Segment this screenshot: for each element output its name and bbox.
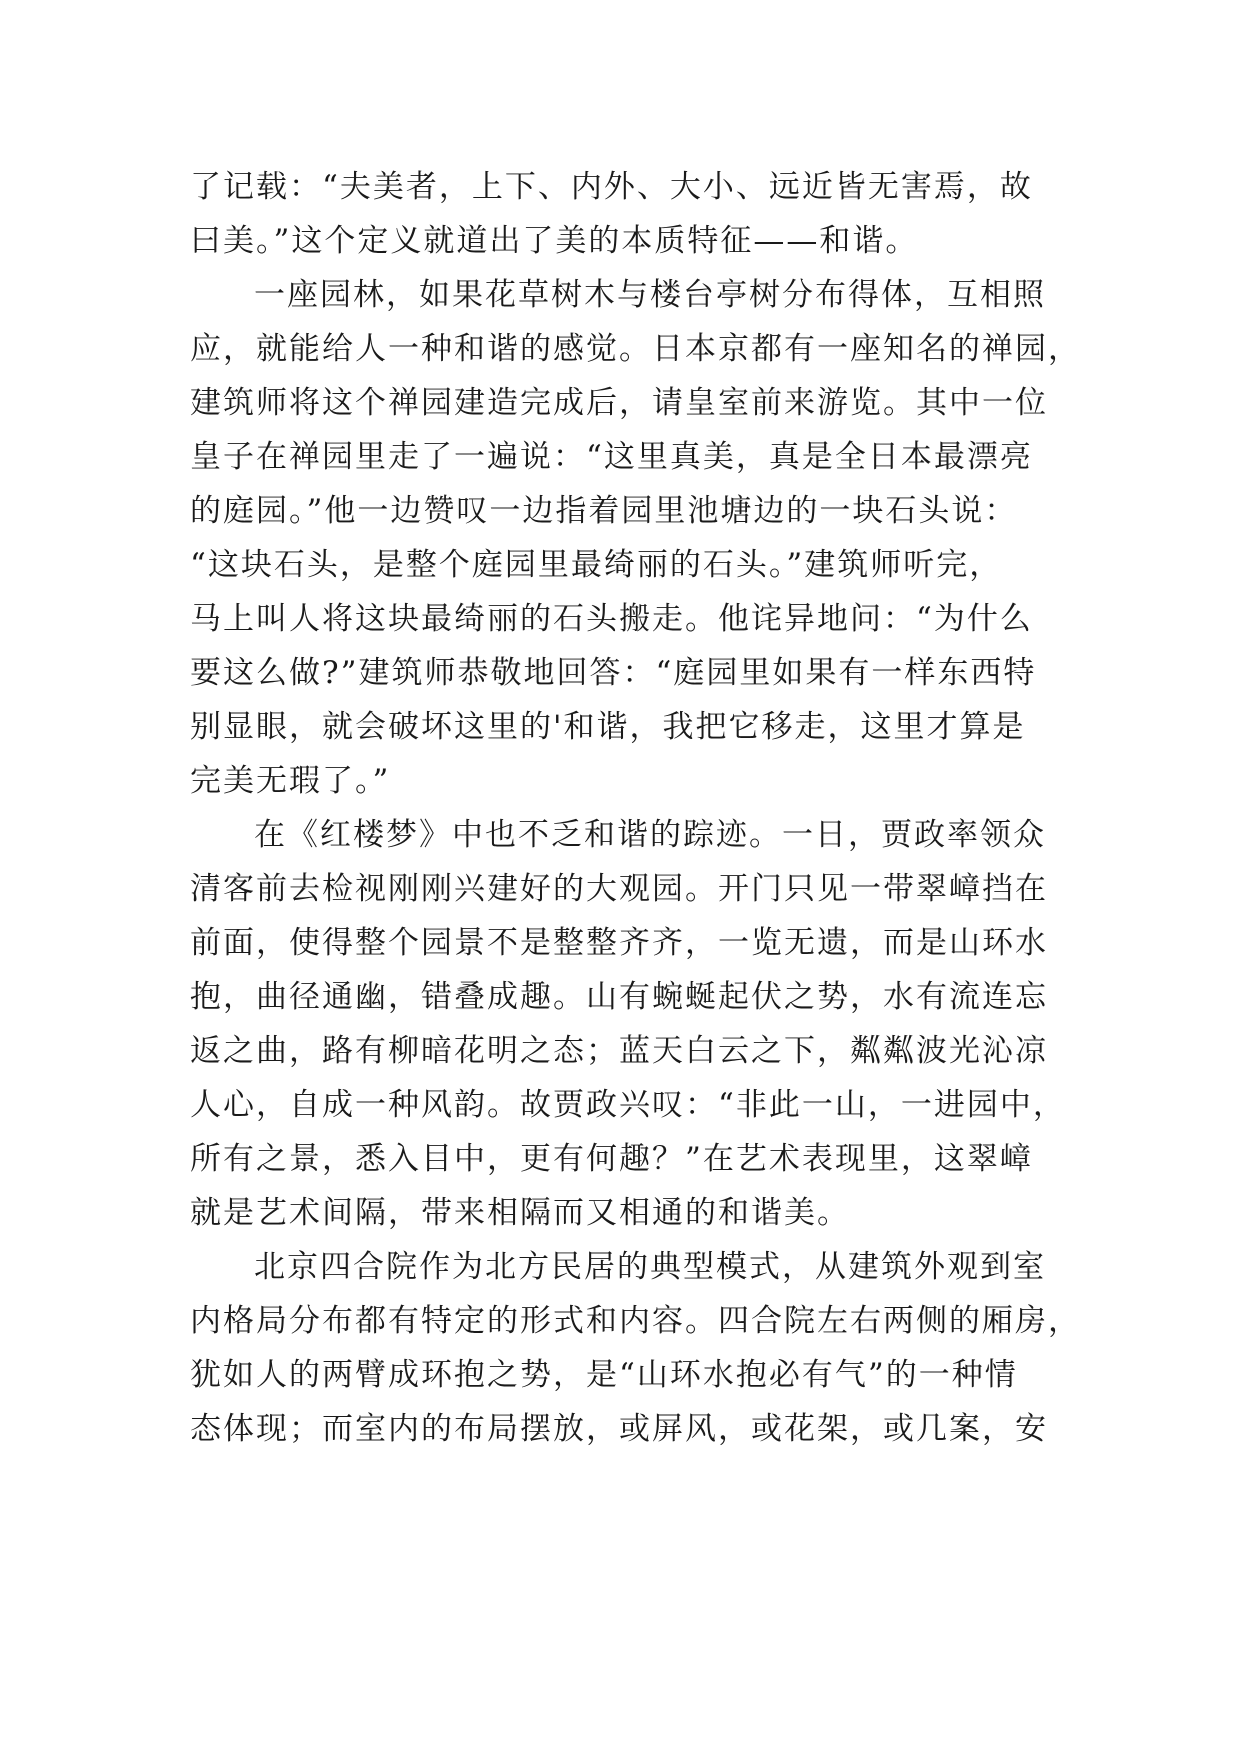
paragraph-1 bbox=[190, 160, 1070, 268]
text-line: 建筑师将这个禅园建造完成后，请皇室前来游览。其中一位 bbox=[190, 385, 1048, 421]
text-line: 一座园林，如果花草树木与楼台亭树分布得体，互相照 bbox=[254, 277, 1046, 313]
document-body bbox=[190, 160, 1081, 1456]
text-line: 犹如人的两臂成环抱之势，是“山环水抱必有气”的一种情 bbox=[190, 1357, 1018, 1393]
text-line: 态体现；而室内的布局摆放，或屏风，或花架，或几案，安 bbox=[190, 1411, 1048, 1447]
text-line: 马上叫人将这块最绮丽的石头搬走。他诧异地问：“为什么 bbox=[190, 601, 1033, 637]
text-line: 抱，曲径通幽，错叠成趣。山有蜿蜒起伏之势，水有流连忘 bbox=[190, 979, 1048, 1015]
text-line: 内格局分布都有特定的形式和内容。四合院左右两侧的厢房， bbox=[190, 1303, 1081, 1339]
text-line: 北京四合院作为北方民居的典型模式，从建筑外观到室 bbox=[254, 1249, 1046, 1285]
paragraph-3 bbox=[190, 808, 1070, 1240]
text-line: “这块石头，是整个庭园里最绮丽的石头。”建筑师听完， bbox=[190, 547, 1003, 583]
paragraph-2 bbox=[190, 268, 1081, 808]
paragraph-4 bbox=[190, 1240, 1081, 1456]
text-line: 前面，使得整个园景不是整整齐齐，一览无遗，而是山环水 bbox=[190, 925, 1048, 961]
text-line: 人心，自成一种风韵。故贾政兴叹：“非此一山，一进园中， bbox=[190, 1087, 1066, 1123]
text-line: 就是艺术间隔，带来相隔而又相通的和谐美。 bbox=[190, 1195, 850, 1231]
text-line: 别显眼，就会破坏这里的'和谐，我把它移走，这里才算是 bbox=[190, 709, 1026, 745]
text-line: 皇子在禅园里走了一遍说：“这里真美，真是全日本最漂亮 bbox=[190, 439, 1033, 475]
text-line: 所有之景，悉入目中，更有何趣？”在艺术表现里，这翠嶂 bbox=[190, 1141, 1033, 1177]
text-line: 返之曲，路有柳暗花明之态；蓝天白云之下，粼粼波光沁凉 bbox=[190, 1033, 1048, 1069]
text-line: 清客前去检视刚刚兴建好的大观园。开门只见一带翠嶂挡在 bbox=[190, 871, 1048, 907]
text-line: 要这么做?”建筑师恭敬地回答：“庭园里如果有一样东西特 bbox=[190, 655, 1037, 691]
text-line: 在《红楼梦》中也不乏和谐的踪迹。一日，贾政率领众 bbox=[254, 817, 1046, 853]
text-line: 曰美。”这个定义就道出了美的本质特征——和谐。 bbox=[190, 223, 919, 259]
text-line: 完美无瑕了。” bbox=[190, 763, 391, 799]
text-line: 的庭园。”他一边赞叹一边指着园里池塘边的一块石头说： bbox=[190, 493, 1018, 529]
text-line: 应，就能给人一种和谐的感觉。日本京都有一座知名的禅园， bbox=[190, 331, 1081, 367]
text-line: 了记载：“夫美者，上下、内外、大小、远近皆无害焉，故 bbox=[190, 169, 1033, 205]
